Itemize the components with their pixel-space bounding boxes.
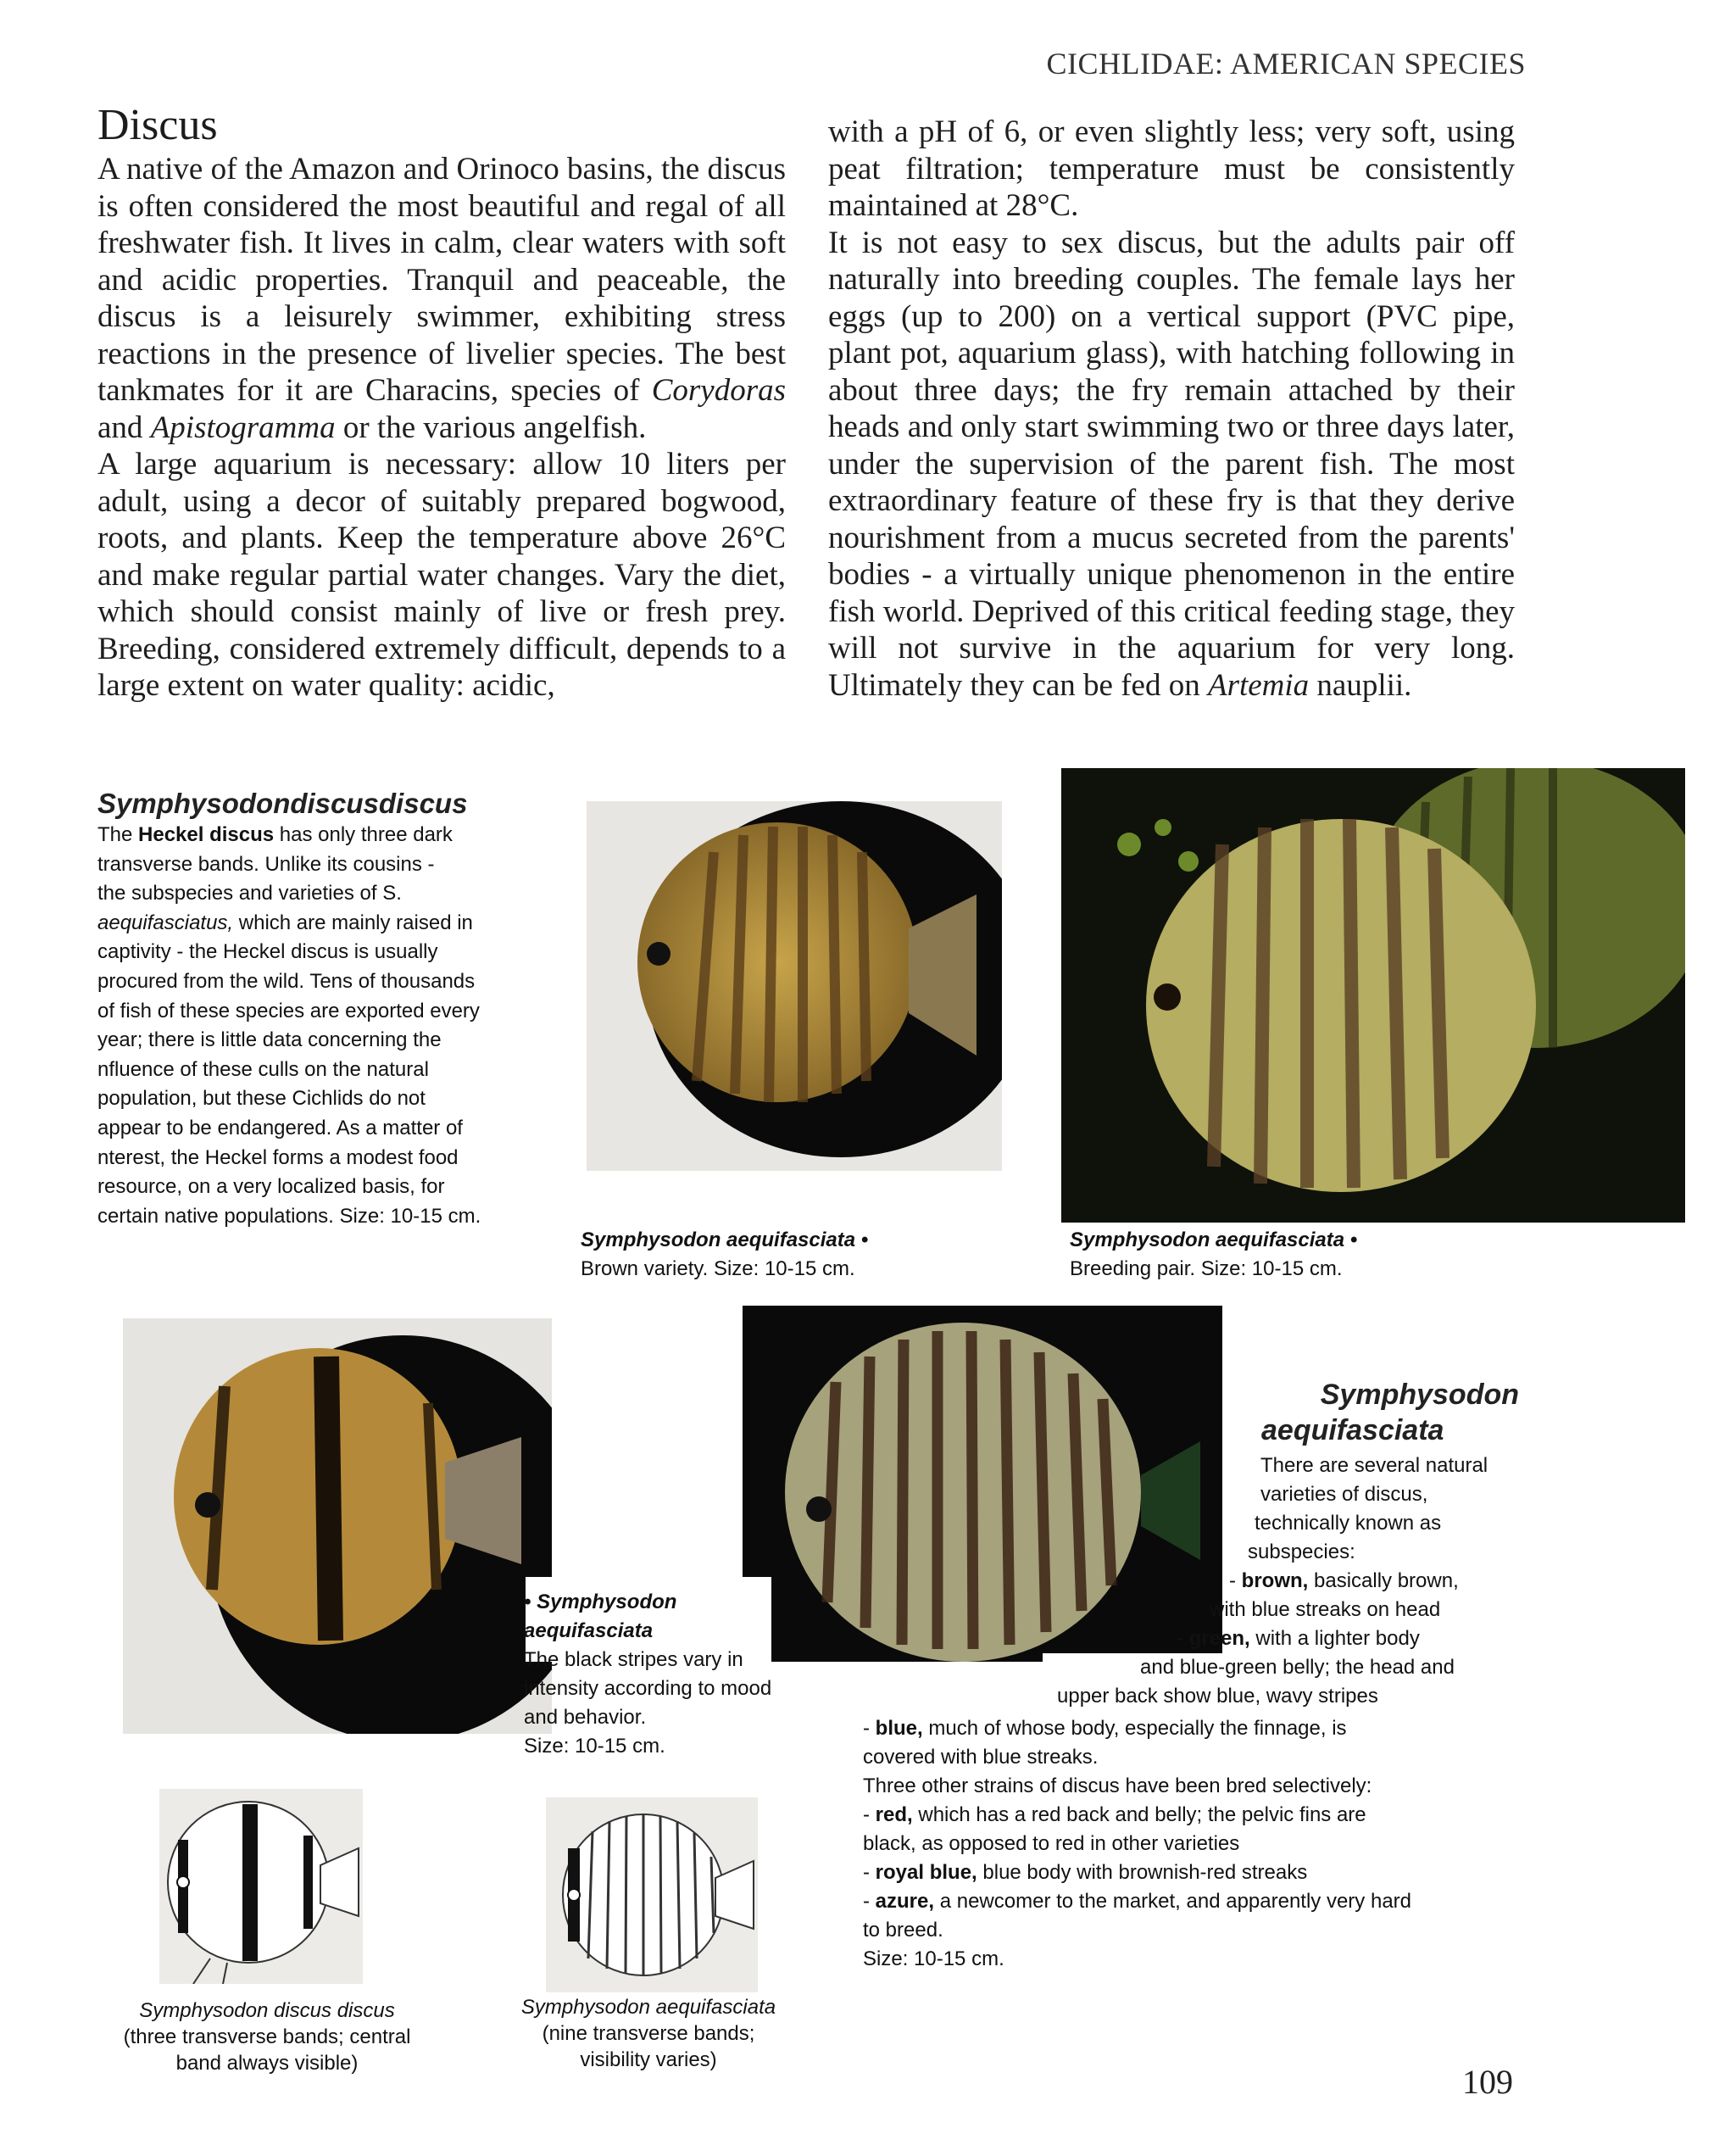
aequi-intro-line: technically known as: [1255, 1512, 1442, 1535]
variety-blue: [863, 1714, 1524, 1743]
variety-line: upper back show blue, wavy stripes: [1057, 1685, 1378, 1708]
variety-red: [863, 1801, 1524, 1830]
heckel-line: [97, 1084, 555, 1114]
aequi-intro-line: subspecies:: [1248, 1540, 1355, 1563]
caption-title: aequifasciata: [524, 1619, 654, 1642]
text: much of whose body, especially the finnage, is: [922, 1717, 1347, 1740]
text: It is not easy to sex discus, but the adults pair off naturally into breeding couples. The female lays her eggs (up to 200) on a vertical support (PVC pipe, plant pot, aquarium glass), with hatching following in about three days; the fry remain attached by their heads and only start swimming two or three days later, under the supervision of the parent fish. The most extraordinary feature of these fry is that they derive nourishment from a mucus secreted from the parents' bodies - a virtually unique phenomenon in the entire fish world. Deprived of this critical feeding stage, they will not survive in the aquarium for very long. Ultimately they can be fed on: [828, 225, 1515, 703]
page-number: 109: [1462, 2063, 1513, 2101]
size-line: Size: 10-15 cm.: [863, 1947, 1004, 1970]
heckel-line: [97, 850, 555, 880]
caption-title: Symphysodon aequifasciata •: [581, 1228, 869, 1251]
genus-name: Artemia: [1207, 667, 1310, 703]
text: and: [97, 410, 151, 445]
variety-label: royal blue,: [875, 1861, 977, 1884]
heckel-description: [97, 821, 555, 1231]
text: has only three dark: [274, 823, 453, 846]
variety-label: brown,: [1241, 1569, 1309, 1592]
heckel-line: [97, 1173, 555, 1202]
heckel-line: [97, 1056, 555, 1085]
heckel-line: [97, 1026, 555, 1056]
variety-line: black, as opposed to red in other varieties: [863, 1832, 1240, 1855]
text: which has a red back and belly; the pelvic fins are: [912, 1803, 1366, 1826]
heckel-line: [97, 879, 555, 909]
dash: -: [863, 1890, 876, 1913]
heckel-discus-block: [97, 787, 555, 1231]
variety-green: [1177, 1624, 1420, 1653]
variety-label: azure,: [875, 1890, 935, 1913]
text: year; there is little data concerning the: [97, 1028, 442, 1052]
aequifasciata-title: [1248, 1377, 1519, 1412]
aequi-intro-line: There are several natural: [1260, 1454, 1488, 1477]
caption-title: Symphysodon discus discus: [139, 1999, 395, 2022]
text: the subspecies and varieties of S.: [97, 882, 402, 905]
drawing2-caption: [483, 1994, 814, 2073]
text: a newcomer to the market, and apparently very hard: [934, 1890, 1412, 1913]
caption-line: (three transverse bands; central: [123, 2025, 411, 2048]
aequi-varieties-list: [863, 1714, 1524, 1974]
heckel-line: [97, 821, 555, 850]
heckel-line: [97, 938, 555, 967]
dash: -: [1177, 1627, 1189, 1650]
variety-line: covered with blue streaks.: [863, 1746, 1099, 1769]
text: nterest, the Heckel forms a modest food: [97, 1145, 459, 1169]
text: resource, on a very localized basis, for: [97, 1175, 445, 1199]
species-name: aequifasciatus,: [97, 911, 234, 934]
caption-line: band always visible): [175, 2052, 359, 2075]
variety-label: red,: [875, 1803, 913, 1826]
dash: -: [863, 1861, 876, 1884]
heckel-line: [97, 997, 555, 1027]
brown-discus-photo: [587, 801, 1002, 1171]
caption-text: Brown variety. Size: 10-15 cm.: [581, 1257, 855, 1280]
caption-line: The black stripes vary in: [524, 1648, 743, 1671]
text: The: [97, 823, 139, 846]
text: population, but these Cichlids do not: [97, 1087, 426, 1111]
caption-line: (nine transverse bands;: [542, 2022, 755, 2045]
text: or the various angelfish.: [335, 410, 647, 445]
stripes-caption: [524, 1588, 829, 1761]
caption-line: visibility varies): [580, 2048, 717, 2071]
breeding-pair-caption: [1070, 1226, 1511, 1284]
caption-title: Symphysodon aequifasciata •: [1070, 1228, 1358, 1251]
nine-band-drawing: [546, 1797, 758, 1992]
variety-label: blue,: [875, 1717, 923, 1740]
paragraph: A large aquarium is necessary: allow 10 liters per adult, using a decor of suitably prepared bogwood, roots, and plants. Keep the temperature above 26°C and make regular partial water changes. Vary the diet, which should consist mainly of live or fresh prey. Breeding, considered extremely difficult, depends to a large extent on water quality: acidic,: [97, 447, 786, 703]
text: procured from the wild. Tens of thousands: [97, 969, 476, 993]
variety-royal-blue: [863, 1858, 1524, 1887]
genus-name: Apistogramma: [150, 410, 336, 445]
text: basically brown,: [1308, 1569, 1459, 1592]
genus-name: Corydoras: [651, 373, 786, 408]
paragraph: with a pH of 6, or even slightly less; very soft, using peat filtration; temperature must be consistently maintained at 28°C.: [828, 114, 1515, 223]
caption-line: Size: 10-15 cm.: [524, 1735, 665, 1758]
brown-variety-caption: [581, 1226, 971, 1284]
variety-line: to breed.: [863, 1919, 943, 1942]
text: blue body with brownish-red streaks: [976, 1861, 1308, 1884]
variety-line: with blue streaks on head: [1210, 1598, 1441, 1621]
variety-brown: [1229, 1567, 1459, 1596]
text: appear to be endangered. As a matter of: [97, 1116, 463, 1139]
heckel-line: [97, 1202, 555, 1232]
heckel-discus-photo: [123, 1318, 552, 1734]
paragraph: [97, 151, 786, 446]
heckel-line: [97, 967, 555, 997]
variety-azure: [863, 1887, 1524, 1916]
variety-label: green,: [1188, 1627, 1250, 1650]
text: A native of the Amazon and Orinoco basins, the discus is often considered the most beautiful and regal of all freshwater fish. It lives in calm, clear waters with soft and acidic properties. Tranquil and peaceable, the discus is a leisurely swimmer, exhibiting stress reactions in the presence of livelier species. The best tankmates for it are Characins, species of: [97, 152, 786, 408]
caption-title: Symphysodon aequifasciata: [520, 1996, 776, 2019]
caption-text: Breeding pair. Size: 10-15 cm.: [1070, 1257, 1343, 1280]
variety-line: and blue-green belly; the head and: [1140, 1656, 1455, 1679]
dash: -: [863, 1717, 876, 1740]
heckel-line: [97, 909, 555, 939]
text: transverse bands. Unlike its cousins -: [97, 852, 435, 876]
bred-strains-line: Three other strains of discus have been bred selectively:: [863, 1774, 1372, 1797]
common-name: Heckel discus: [138, 823, 275, 846]
drawing1-caption: [97, 1997, 437, 2076]
breeding-pair-photo: [1061, 768, 1685, 1223]
body-column-left: [97, 151, 786, 705]
running-head: CICHLIDAE: AMERICAN SPECIES: [1046, 47, 1526, 81]
caption-line: and behavior.: [524, 1706, 647, 1729]
species-title: aequifasciata: [1261, 1414, 1444, 1446]
heckel-line: [97, 1144, 555, 1173]
heckel-line: [97, 1114, 555, 1144]
text: of fish of these species are exported every: [97, 999, 480, 1022]
text: nauplii.: [1309, 667, 1412, 703]
species-title: Symphysodondiscusdiscus: [97, 788, 468, 819]
text: which are mainly raised in: [233, 911, 473, 934]
paragraph: [828, 225, 1515, 705]
text: certain native populations. Size: 10-15 cm.: [97, 1204, 481, 1228]
species-title: Symphysodon: [1320, 1379, 1519, 1411]
aequi-intro-line: varieties of discus,: [1260, 1483, 1428, 1506]
article-title: Discus: [97, 101, 218, 149]
text: captivity - the Heckel discus is usually: [97, 940, 438, 964]
text: with a lighter body: [1249, 1627, 1420, 1650]
text: nfluence of these culls on the natural: [97, 1057, 429, 1081]
body-column-right: [828, 114, 1515, 704]
three-band-drawing: [159, 1789, 363, 1984]
dash: -: [863, 1803, 876, 1826]
caption-line: intensity according to mood: [524, 1677, 772, 1700]
dash: -: [1229, 1569, 1242, 1592]
caption-title: • Symphysodon: [524, 1591, 677, 1613]
